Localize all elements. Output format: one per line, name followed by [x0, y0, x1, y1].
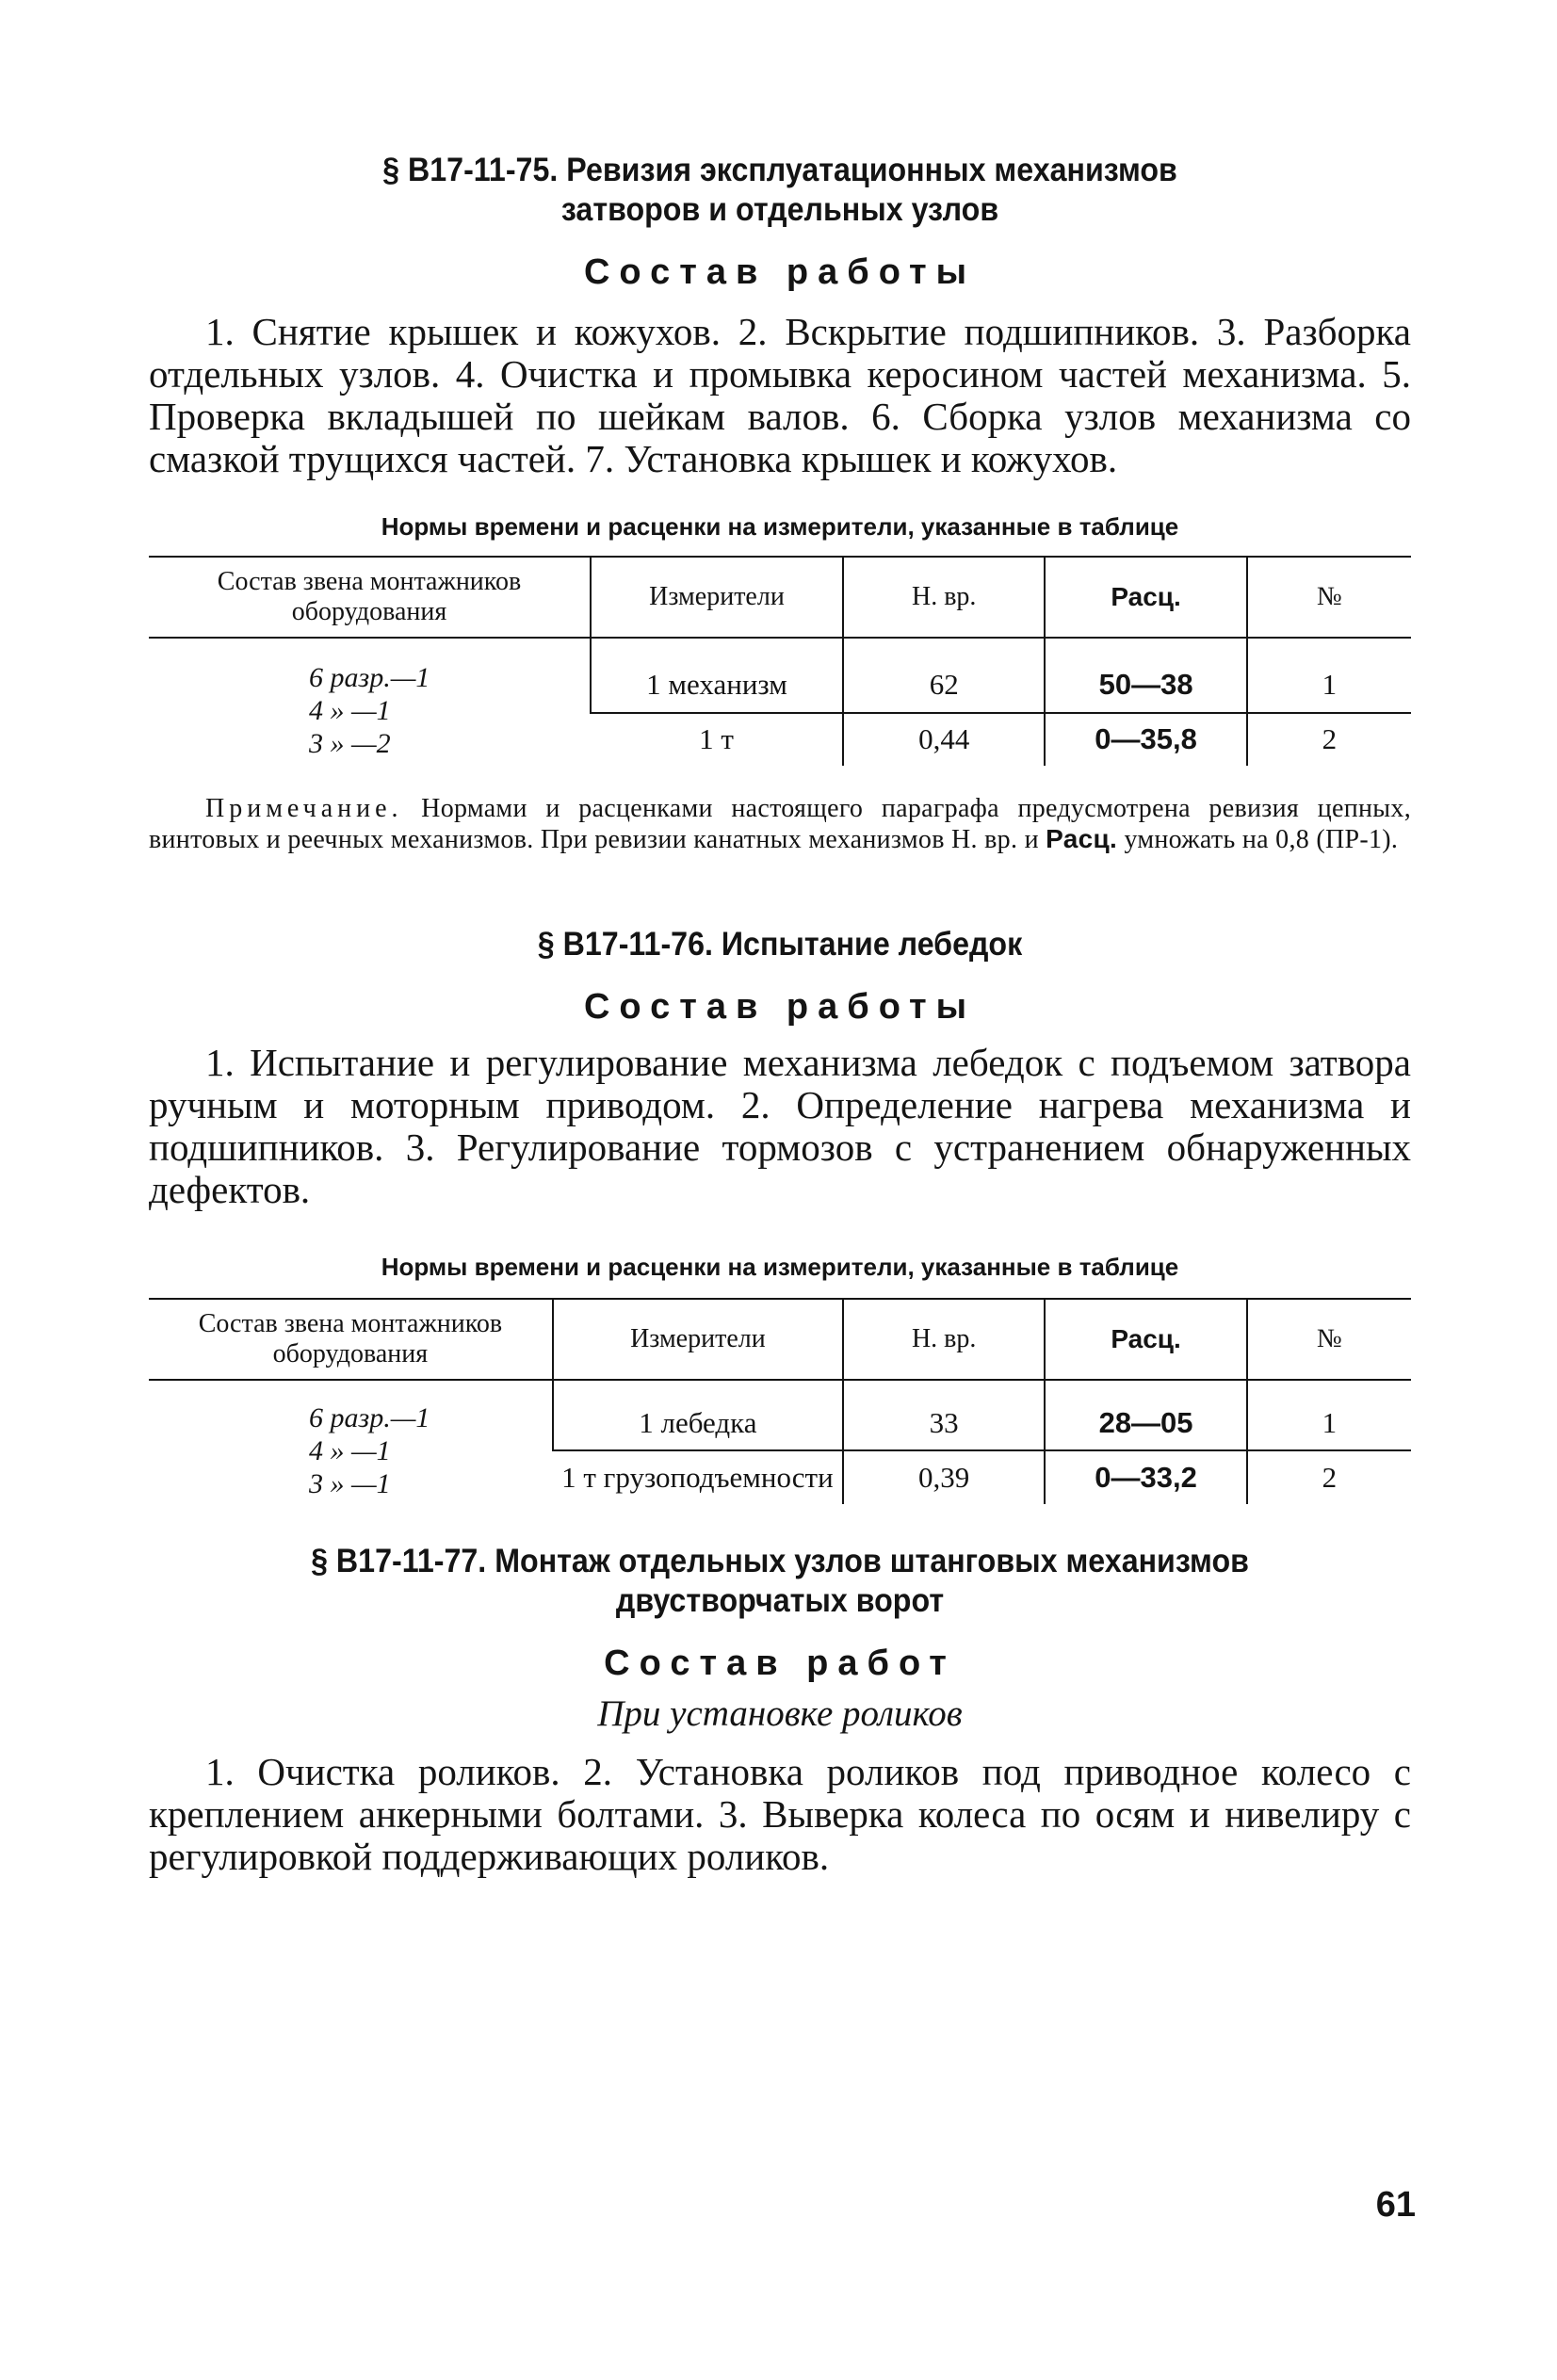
header-price: Расц.: [1045, 557, 1246, 638]
section-75-note: [149, 794, 1411, 855]
section-77-work-text: 1. Очистка роликов. 2. Установка роликов под приводное колесо с креплением анкерными болтами. 3. Выверка колеса по осям и нивелиру с регулировкой поддерживающих роликов.: [149, 1750, 1411, 1878]
cell-price: 0—35,8: [1045, 713, 1246, 766]
note-text-end: умножать на 0,8 (ПР-1).: [1124, 825, 1399, 854]
cell-price: 0—33,2: [1045, 1450, 1246, 1504]
note-text: Нормами и расценками настоящего параграфа предусмотрена ревизия цепных, винтовых и реечных механизмов. При ревизии канатных механизмов Н. вр. и: [149, 794, 1411, 854]
section-76-work-heading: Состав работы: [583, 987, 977, 1027]
table-row: [149, 638, 1411, 713]
header-hours: Н. вр.: [843, 1299, 1045, 1380]
cell-hours: 62: [843, 638, 1045, 713]
cell-hours: 0,39: [843, 1450, 1045, 1504]
section-75-title-line2: затворов и отдельных узлов: [560, 191, 999, 228]
note-bold-term: Расц.: [1046, 824, 1118, 853]
cell-hours: 0,44: [843, 713, 1045, 766]
cell-price: 50—38: [1045, 638, 1246, 713]
crew-line: 6 разр.—1: [309, 1402, 430, 1433]
header-price: Расц.: [1045, 1299, 1246, 1380]
header-measure: Измерители: [553, 1299, 843, 1380]
table-row: [149, 1380, 1411, 1450]
cell-measure: 1 т: [591, 713, 843, 766]
header-number: №: [1247, 557, 1411, 638]
section-75-title-line1: § В17-11-75. Ревизия эксплуатационных механизмов: [382, 152, 1177, 188]
crew-line: 6 разр.—1: [309, 662, 430, 693]
cell-measure: 1 механизм: [591, 638, 843, 713]
crew-line: 4 » —1: [309, 1435, 391, 1466]
section-76-work-text: 1. Испытание и регулирование механизма лебедок с подъемом затвора ручным и моторным приводом. 2. Определение нагрева механизма и подшипников. 3. Регулирование тормозов с устранением обнаруженных дефектов.: [149, 1041, 1411, 1211]
cell-number: 1: [1247, 1380, 1411, 1450]
note-label: Примечание.: [205, 794, 403, 823]
header-number: №: [1247, 1299, 1411, 1380]
section-77-subheading: При установке роликов: [597, 1693, 963, 1734]
section-77-title-line1: § В17-11-77. Монтаж отдельных узлов штанговых механизмов: [311, 1543, 1249, 1579]
crew-line: 4 » —1: [309, 695, 391, 726]
section-76-table-caption: Нормы времени и расценки на измерители, указанные в таблице: [381, 1253, 1179, 1281]
crew-line: 3 » —1: [309, 1468, 391, 1499]
page-number: 61: [1375, 2185, 1416, 2225]
header-hours: Н. вр.: [843, 557, 1045, 638]
header-measure: Измерители: [591, 557, 843, 638]
section-75-table-caption: Нормы времени и расценки на измерители, указанные в таблице: [381, 512, 1179, 541]
section-77-title-line2: двустворчатых ворот: [615, 1582, 945, 1619]
crew-composition: [149, 638, 591, 766]
section-75-norms-table: [149, 556, 1411, 766]
crew-line: 3 » —2: [309, 728, 391, 759]
section-76-title: § В17-11-76. Испытание лебедок: [537, 926, 1023, 963]
section-77-work-heading: Состав работ: [604, 1643, 956, 1683]
cell-price: 28—05: [1045, 1380, 1246, 1450]
cell-number: 2: [1247, 1450, 1411, 1504]
section-75-work-text: 1. Снятие крышек и кожухов. 2. Вскрытие подшипников. 3. Разборка отдельных узлов. 4. Очистка и промывка керосином частей механизма. 5. Проверка вкладышей по шейкам валов. 6. Сборка узлов механизма со смазкой трущихся частей. 7. Установка крышек и кожухов.: [149, 310, 1411, 480]
section-76-norms-table: [149, 1298, 1411, 1504]
cell-number: 2: [1247, 713, 1411, 766]
page-content: [149, 151, 1411, 1878]
cell-measure: 1 лебедка: [553, 1380, 843, 1450]
cell-hours: 33: [843, 1380, 1045, 1450]
header-crew: Состав звена монтажников оборудования: [217, 567, 522, 626]
section-75-work-heading: Состав работы: [583, 252, 977, 292]
cell-number: 1: [1247, 638, 1411, 713]
crew-composition: [149, 1380, 553, 1504]
header-crew: Состав звена монтажников оборудования: [198, 1309, 503, 1368]
cell-measure: 1 т грузоподъемности: [553, 1450, 843, 1504]
